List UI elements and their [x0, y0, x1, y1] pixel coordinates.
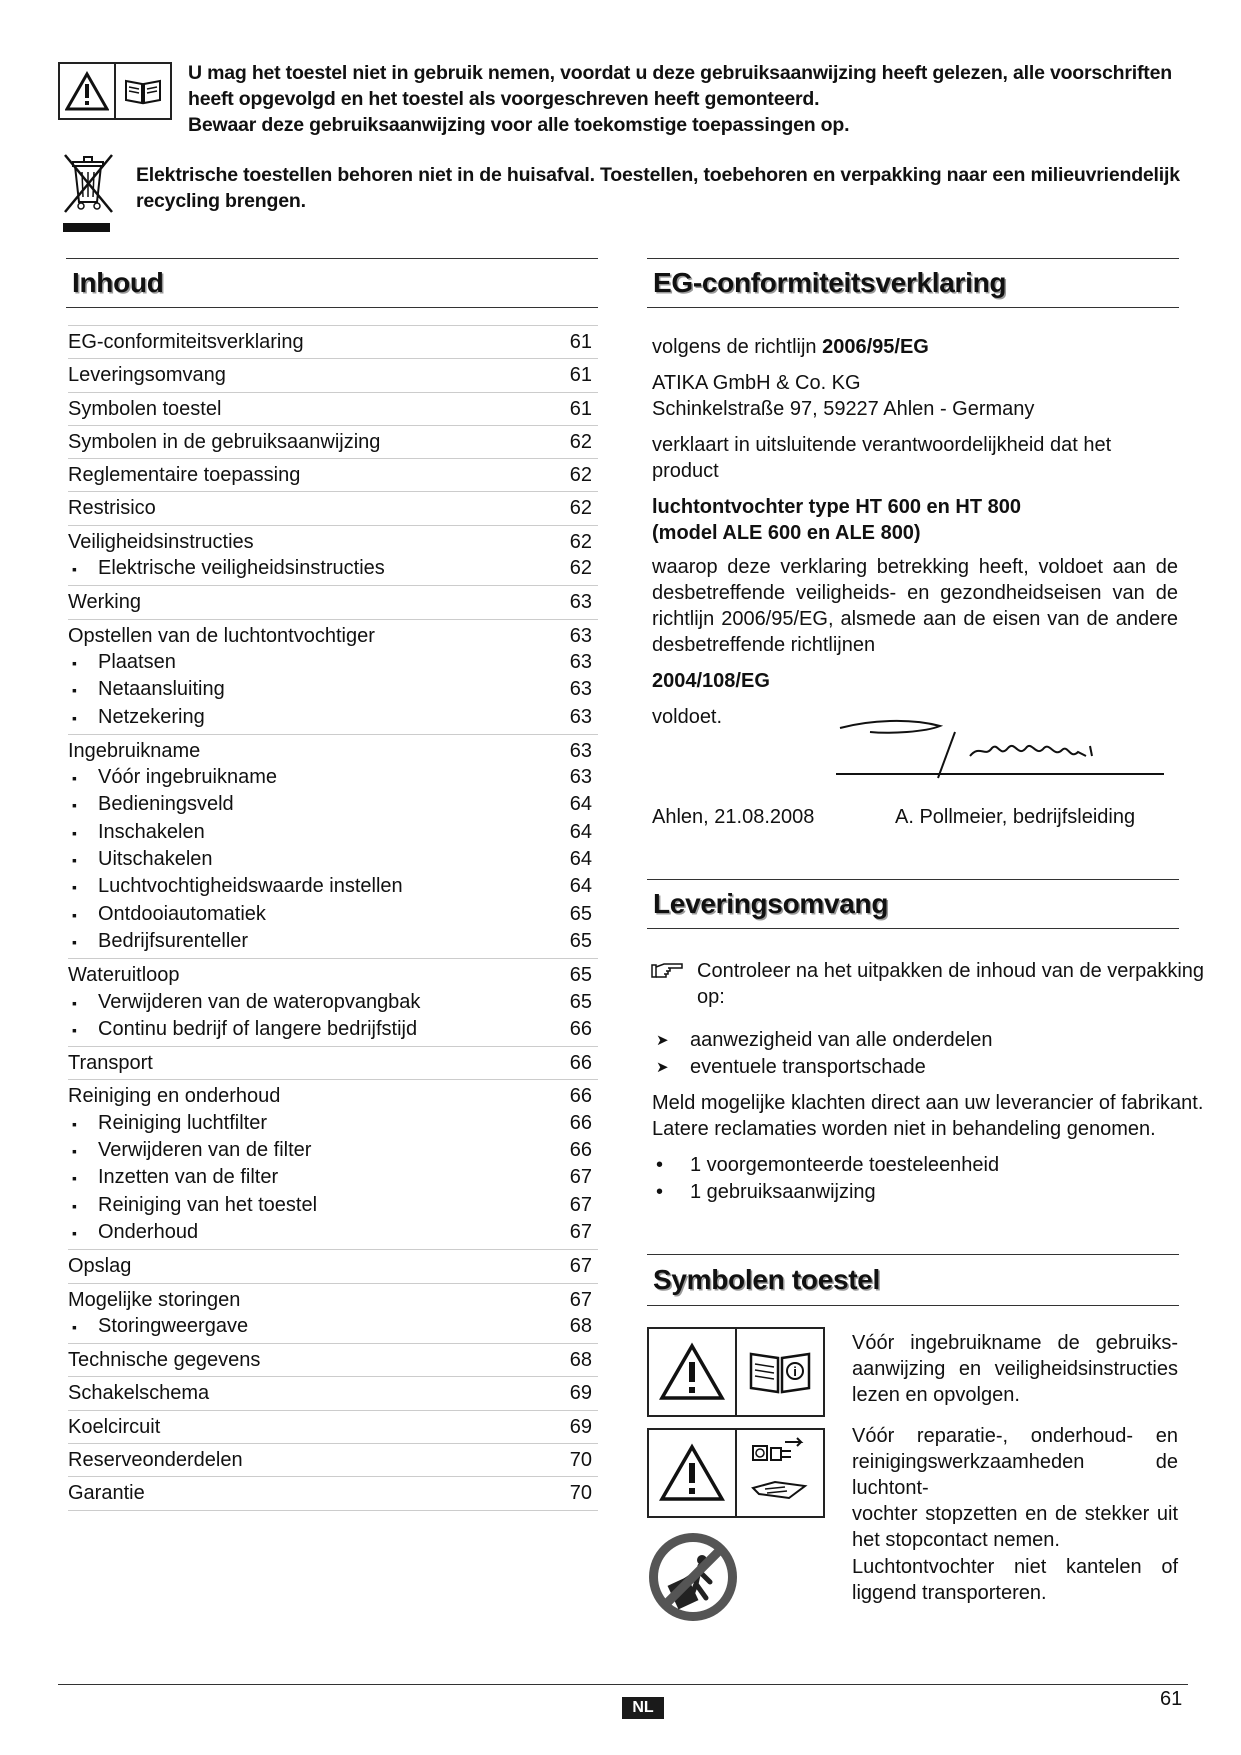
svg-text:i: i [793, 1364, 797, 1379]
toc-subentry[interactable] [68, 928, 598, 955]
dot-bullet-icon: • [656, 1181, 664, 1203]
signature [830, 716, 1170, 791]
toc-entry-label: Werking [68, 591, 141, 614]
toc-entry-label: Technische gegevens [68, 1349, 261, 1372]
symbols-heading [647, 1254, 1179, 1306]
toc-subentry[interactable] [68, 555, 598, 582]
toc-entry-label: ▪ Reiniging luchtfilter [68, 1110, 267, 1137]
symbols-title: Symbolen toestel [653, 1264, 881, 1295]
toc-group [68, 326, 598, 359]
toc-entry-page: 68 [569, 1314, 592, 1337]
toc-entry-label: ▪ Bedrijfsurenteller [68, 928, 248, 955]
toc-entry[interactable] [68, 529, 598, 555]
toc-entry-label: Reserveonderdelen [68, 1448, 243, 1471]
delivery-heading [647, 879, 1179, 929]
toc-group [68, 459, 598, 492]
toc-subentry[interactable] [68, 704, 598, 731]
symbol-text-line: liggend transporteren. [852, 1581, 1047, 1604]
toc-subentry[interactable] [68, 819, 598, 846]
symbol-text-line: vochter stopzetten en de stekker uit [852, 1503, 1178, 1526]
delivery-items-list [652, 1152, 1172, 1206]
symbols-description [852, 1330, 1178, 1606]
toc-entry-label: ▪ Verwijderen van de wateropvangbak [68, 989, 420, 1016]
toc-entry-page: 67 [569, 1166, 592, 1189]
toc-entry-page: 63 [569, 591, 592, 614]
list-item-text: 1 voorgemonteerde toesteleenheid [690, 1154, 1000, 1176]
conformity-text-line: richtlijn 2006/95/EG, alsmede aan de eisen van de andere [652, 608, 1178, 630]
list-item-text: eventuele transportschade [690, 1056, 926, 1078]
claims-line: Latere reclamaties worden niet in behandeling genomen. [652, 1118, 1156, 1140]
symbol-text-line: Luchtontvochter niet kantelen of [852, 1555, 1178, 1578]
warning-line: Bewaar deze gebruiksaanwijzing voor alle toekomstige toepassingen op. [188, 114, 850, 136]
toc-entry-label: ▪ Plaatsen [68, 649, 176, 676]
toc-entry[interactable] [68, 1480, 598, 1506]
toc-subentry[interactable] [68, 1016, 598, 1043]
toc-entry-label: Symbolen in de gebruiksaanwijzing [68, 430, 381, 453]
symbol-text-line: Vóór reparatie-, onderhoud- en [852, 1424, 1178, 1447]
delivery-claims-text [652, 1090, 1204, 1142]
toc-entry-page: 62 [569, 497, 592, 520]
directive-code-2: 2004/108/EG [652, 670, 770, 692]
list-item-text: aanwezigheid van alle onderdelen [690, 1029, 993, 1051]
toc-group [68, 359, 598, 392]
unplug-before-maintenance-symbol [647, 1428, 825, 1518]
toc-subentry[interactable] [68, 989, 598, 1016]
conformity-text-line: waarop deze verklaring betrekking heeft, voldoet aan de [652, 556, 1178, 578]
toc-subentry[interactable] [68, 1313, 598, 1340]
directive-code: 2006/95/EG [822, 336, 929, 358]
conformity-heading [647, 258, 1179, 308]
read-manual-symbol [647, 1327, 825, 1417]
toc-group [68, 735, 598, 959]
toc-title: Inhoud [72, 267, 164, 298]
toc-entry-label: ▪ Reiniging van het toestel [68, 1192, 317, 1219]
toc-entry-label: ▪ Inschakelen [68, 819, 205, 846]
toc-group [68, 1411, 598, 1444]
list-item [652, 1179, 1172, 1206]
delivery-title: Leveringsomvang [653, 888, 889, 919]
toc-entry-page: 70 [569, 1482, 592, 1505]
toc-entry[interactable] [68, 329, 598, 355]
claims-line: Meld mogelijke klachten direct aan uw leverancier of fabrikant. [652, 1092, 1204, 1114]
toc-entry-label: ▪ Onderhoud [68, 1219, 198, 1246]
warning-notice [188, 60, 1188, 138]
plug-and-manual-icon [745, 1436, 815, 1510]
list-item-text: 1 gebruiksaanwijzing [690, 1181, 876, 1203]
toc-group [68, 620, 598, 735]
toc-entry-label: Symbolen toestel [68, 397, 222, 420]
toc-entry-page: 66 [569, 1017, 592, 1040]
toc-group [68, 1250, 598, 1283]
page-number: 61 [1160, 1688, 1183, 1710]
toc-entry-page: 63 [569, 766, 592, 789]
company-address: Schinkelstraße 97, 59227 Ahlen - Germany [652, 398, 1035, 420]
warning-read-manual-symbol [58, 62, 172, 120]
toc-entry-page: 61 [569, 364, 592, 387]
toc-entry-page: 70 [569, 1448, 592, 1471]
toc-group [68, 526, 598, 587]
toc-entry-label: ▪ Netaansluiting [68, 676, 225, 703]
disposal-line: recycling brengen. [136, 190, 306, 212]
conformity-text-line: desbetreffende veiligheids- en gezondheidseisen van de [652, 582, 1178, 604]
toc-group [68, 492, 598, 525]
toc-subentry[interactable] [68, 873, 598, 900]
toc-subentry[interactable] [68, 1219, 598, 1246]
toc-group [68, 426, 598, 459]
toc-entry[interactable] [68, 1050, 598, 1076]
warning-triangle-icon [65, 71, 109, 111]
toc-entry-page: 63 [569, 705, 592, 728]
toc-entry-label: ▪ Luchtvochtigheidswaarde instellen [68, 873, 403, 900]
manual-book-icon [747, 1346, 813, 1398]
language-badge: NL [622, 1697, 664, 1719]
symbol-text-line: aanwijzing en veiligheidsinstructies [852, 1358, 1178, 1381]
toc-entry-label: Koelcircuit [68, 1415, 161, 1438]
toc-group [68, 1444, 598, 1477]
toc-entry-page: 66 [569, 1139, 592, 1162]
toc-entry-page: 68 [569, 1349, 592, 1372]
toc-entry-label: ▪ Elektrische veiligheidsinstructies [68, 555, 385, 582]
toc-entry-page: 65 [569, 902, 592, 925]
toc-subentry[interactable] [68, 901, 598, 928]
toc-entry-page: 67 [569, 1288, 592, 1311]
toc-entry-page: 69 [569, 1415, 592, 1438]
arrow-bullet-icon: ➤ [656, 1059, 669, 1076]
toc-subentry[interactable] [68, 1137, 598, 1164]
conformity-text-line: desbetreffende richtlijnen [652, 634, 876, 656]
disposal-line: Elektrische toestellen behoren niet in de huisafval. Toestellen, toebehoren en verpakking naar een milieuvriendelijk [136, 164, 1180, 186]
footer-rule [58, 1684, 1188, 1685]
toc-entry-page: 67 [569, 1255, 592, 1278]
toc-entry-label: ▪ Uitschakelen [68, 846, 213, 873]
crossed-bin-icon [60, 152, 120, 239]
toc-entry[interactable] [68, 962, 598, 988]
toc-subentry[interactable] [68, 676, 598, 703]
toc-entry-page: 64 [569, 848, 592, 871]
product-model: (model ALE 600 en ALE 800) [652, 522, 921, 544]
toc-entry-label: ▪ Netzekering [68, 704, 205, 731]
company-name: ATIKA GmbH & Co. KG [652, 372, 861, 394]
toc-subentry[interactable] [68, 846, 598, 873]
toc-entry-label: Veiligheidsinstructies [68, 530, 254, 553]
toc-entry[interactable] [68, 589, 598, 615]
toc-group [68, 959, 598, 1047]
toc-entry[interactable] [68, 462, 598, 488]
toc-entry[interactable] [68, 1447, 598, 1473]
toc-heading [66, 258, 598, 308]
warning-line: U mag het toestel niet in gebruik nemen, voordat u deze gebruiksaanwijzing heeft gelezen, alle voorschriften [188, 62, 1172, 84]
toc-entry-label: Wateruitloop [68, 964, 180, 987]
signatory: A. Pollmeier, bedrijfsleiding [895, 806, 1136, 828]
toc-entry-label: ▪ Verwijderen van de filter [68, 1137, 311, 1164]
warning-triangle-icon [659, 1342, 725, 1402]
directive-line [652, 334, 1178, 360]
toc-entry[interactable] [68, 396, 598, 422]
dot-bullet-icon: • [656, 1154, 664, 1176]
book-icon [123, 76, 163, 106]
delivery-check-line: Controleer na het uitpakken de inhoud van de verpakking [697, 960, 1205, 982]
toc-entry-page: 69 [569, 1382, 592, 1405]
toc-group [68, 1047, 598, 1080]
toc-entry-page: 64 [569, 820, 592, 843]
delivery-check-text [697, 958, 1205, 1010]
toc-entry-label: Reiniging en onderhoud [68, 1085, 281, 1108]
delivery-check-list [652, 1027, 1172, 1081]
toc-entry-label: EG-conformiteitsverklaring [68, 331, 304, 353]
toc-group [68, 1477, 598, 1510]
toc-entry[interactable] [68, 1414, 598, 1440]
toc-subentry[interactable] [68, 1110, 598, 1137]
toc-entry-page: 65 [569, 964, 592, 987]
list-item [652, 1152, 1172, 1179]
toc-entry[interactable] [68, 1347, 598, 1373]
toc-entry-page: 63 [569, 624, 592, 647]
toc-entry-label: Leveringsomvang [68, 364, 226, 387]
toc-entry-page: 61 [569, 397, 592, 420]
toc-entry-page: 61 [569, 331, 592, 353]
disposal-notice [136, 162, 1188, 214]
toc-entry-label: ▪ Ontdooiautomatiek [68, 901, 266, 928]
toc-entry-page: 67 [569, 1220, 592, 1243]
toc-entry-label: ▪ Continu bedrijf of langere bedrijfstijd [68, 1016, 417, 1043]
warning-line: heeft opgevolgd en het toestel als voorgeschreven heeft gemonteerd. [188, 88, 820, 110]
toc-entry-label: Restrisico [68, 497, 156, 520]
toc-subentry[interactable] [68, 764, 598, 791]
toc-entry-label: Reglementaire toepassing [68, 464, 301, 487]
symbol-text-line: Vóór ingebruikname de gebruiks- [852, 1332, 1178, 1354]
toc-subentry[interactable] [68, 1164, 598, 1191]
list-item [652, 1027, 1172, 1054]
symbol-text-line: het stopcontact nemen. [852, 1529, 1060, 1552]
toc-entry-page: 63 [569, 739, 592, 762]
product-name: luchtontvochter type HT 600 en HT 800 [652, 496, 1021, 518]
toc-subentry[interactable] [68, 649, 598, 676]
pointing-hand-icon [650, 959, 684, 986]
toc-subentry[interactable] [68, 1192, 598, 1219]
toc-entry[interactable] [68, 1253, 598, 1279]
toc-entry-label: Opslag [68, 1255, 132, 1278]
toc-entry-page: 63 [569, 678, 592, 701]
toc-entry-label: Transport [68, 1052, 153, 1075]
toc-entry[interactable] [68, 362, 598, 388]
toc-entry-page: 62 [569, 530, 592, 553]
toc-group [68, 586, 598, 619]
toc-entry-page: 64 [569, 793, 592, 816]
arrow-bullet-icon: ➤ [656, 1032, 669, 1049]
toc-entry[interactable] [68, 429, 598, 455]
toc-entry-label: Garantie [68, 1482, 145, 1505]
toc-entry-page: 66 [569, 1052, 592, 1075]
toc-entry-page: 62 [569, 557, 592, 580]
conformity-body [652, 334, 1178, 730]
toc-entry-label: ▪ Bedieningsveld [68, 791, 234, 818]
toc-entry-label: Opstellen van de luchtontvochtiger [68, 624, 375, 647]
toc-entry[interactable] [68, 623, 598, 649]
toc-entry-page: 64 [569, 875, 592, 898]
toc-entry-label: ▪ Storingweergave [68, 1313, 248, 1340]
toc-entry-page: 63 [569, 650, 592, 673]
toc-entry-label: Ingebruikname [68, 739, 201, 762]
warning-triangle-icon [659, 1443, 725, 1503]
toc-entry-label: ▪ Vóór ingebruikname [68, 764, 277, 791]
complies-text: voldoet. [652, 706, 723, 728]
toc-entry[interactable] [68, 1380, 598, 1406]
toc-subentry[interactable] [68, 791, 598, 818]
toc-group [68, 393, 598, 426]
toc-entry-page: 65 [569, 990, 592, 1013]
toc-entry[interactable] [68, 1083, 598, 1109]
toc-group [68, 1284, 598, 1345]
symbol-text-line: lezen en opvolgen. [852, 1384, 1020, 1407]
toc-entry[interactable] [68, 495, 598, 521]
toc-entry-page: 62 [569, 464, 592, 487]
list-item [652, 1054, 1172, 1081]
no-tilting-icon [646, 1530, 740, 1629]
symbol-text-line: reinigingswerkzaamheden de luchtont- [852, 1450, 1178, 1500]
toc-entry[interactable] [68, 738, 598, 764]
toc-entry-label: Schakelschema [68, 1382, 210, 1405]
table-of-contents [68, 325, 598, 1511]
directive-prefix: volgens de richtlijn [652, 336, 823, 358]
toc-entry[interactable] [68, 1287, 598, 1313]
toc-group [68, 1080, 598, 1250]
toc-group [68, 1377, 598, 1410]
conformity-title: EG-conformiteitsverklaring [653, 267, 1007, 298]
declaration-text: verklaart in uitsluitende verantwoordelijkheid dat het product [652, 434, 1112, 482]
delivery-check-line: op: [697, 986, 725, 1008]
toc-entry-page: 65 [569, 929, 592, 952]
toc-entry-page: 66 [569, 1085, 592, 1108]
toc-entry-label: Mogelijke storingen [68, 1288, 241, 1311]
toc-entry-page: 66 [569, 1111, 592, 1134]
toc-entry-page: 62 [569, 430, 592, 453]
place-date: Ahlen, 21.08.2008 [652, 806, 815, 828]
toc-group [68, 1344, 598, 1377]
toc-entry-page: 67 [569, 1193, 592, 1216]
toc-entry-label: ▪ Inzetten van de filter [68, 1164, 278, 1191]
